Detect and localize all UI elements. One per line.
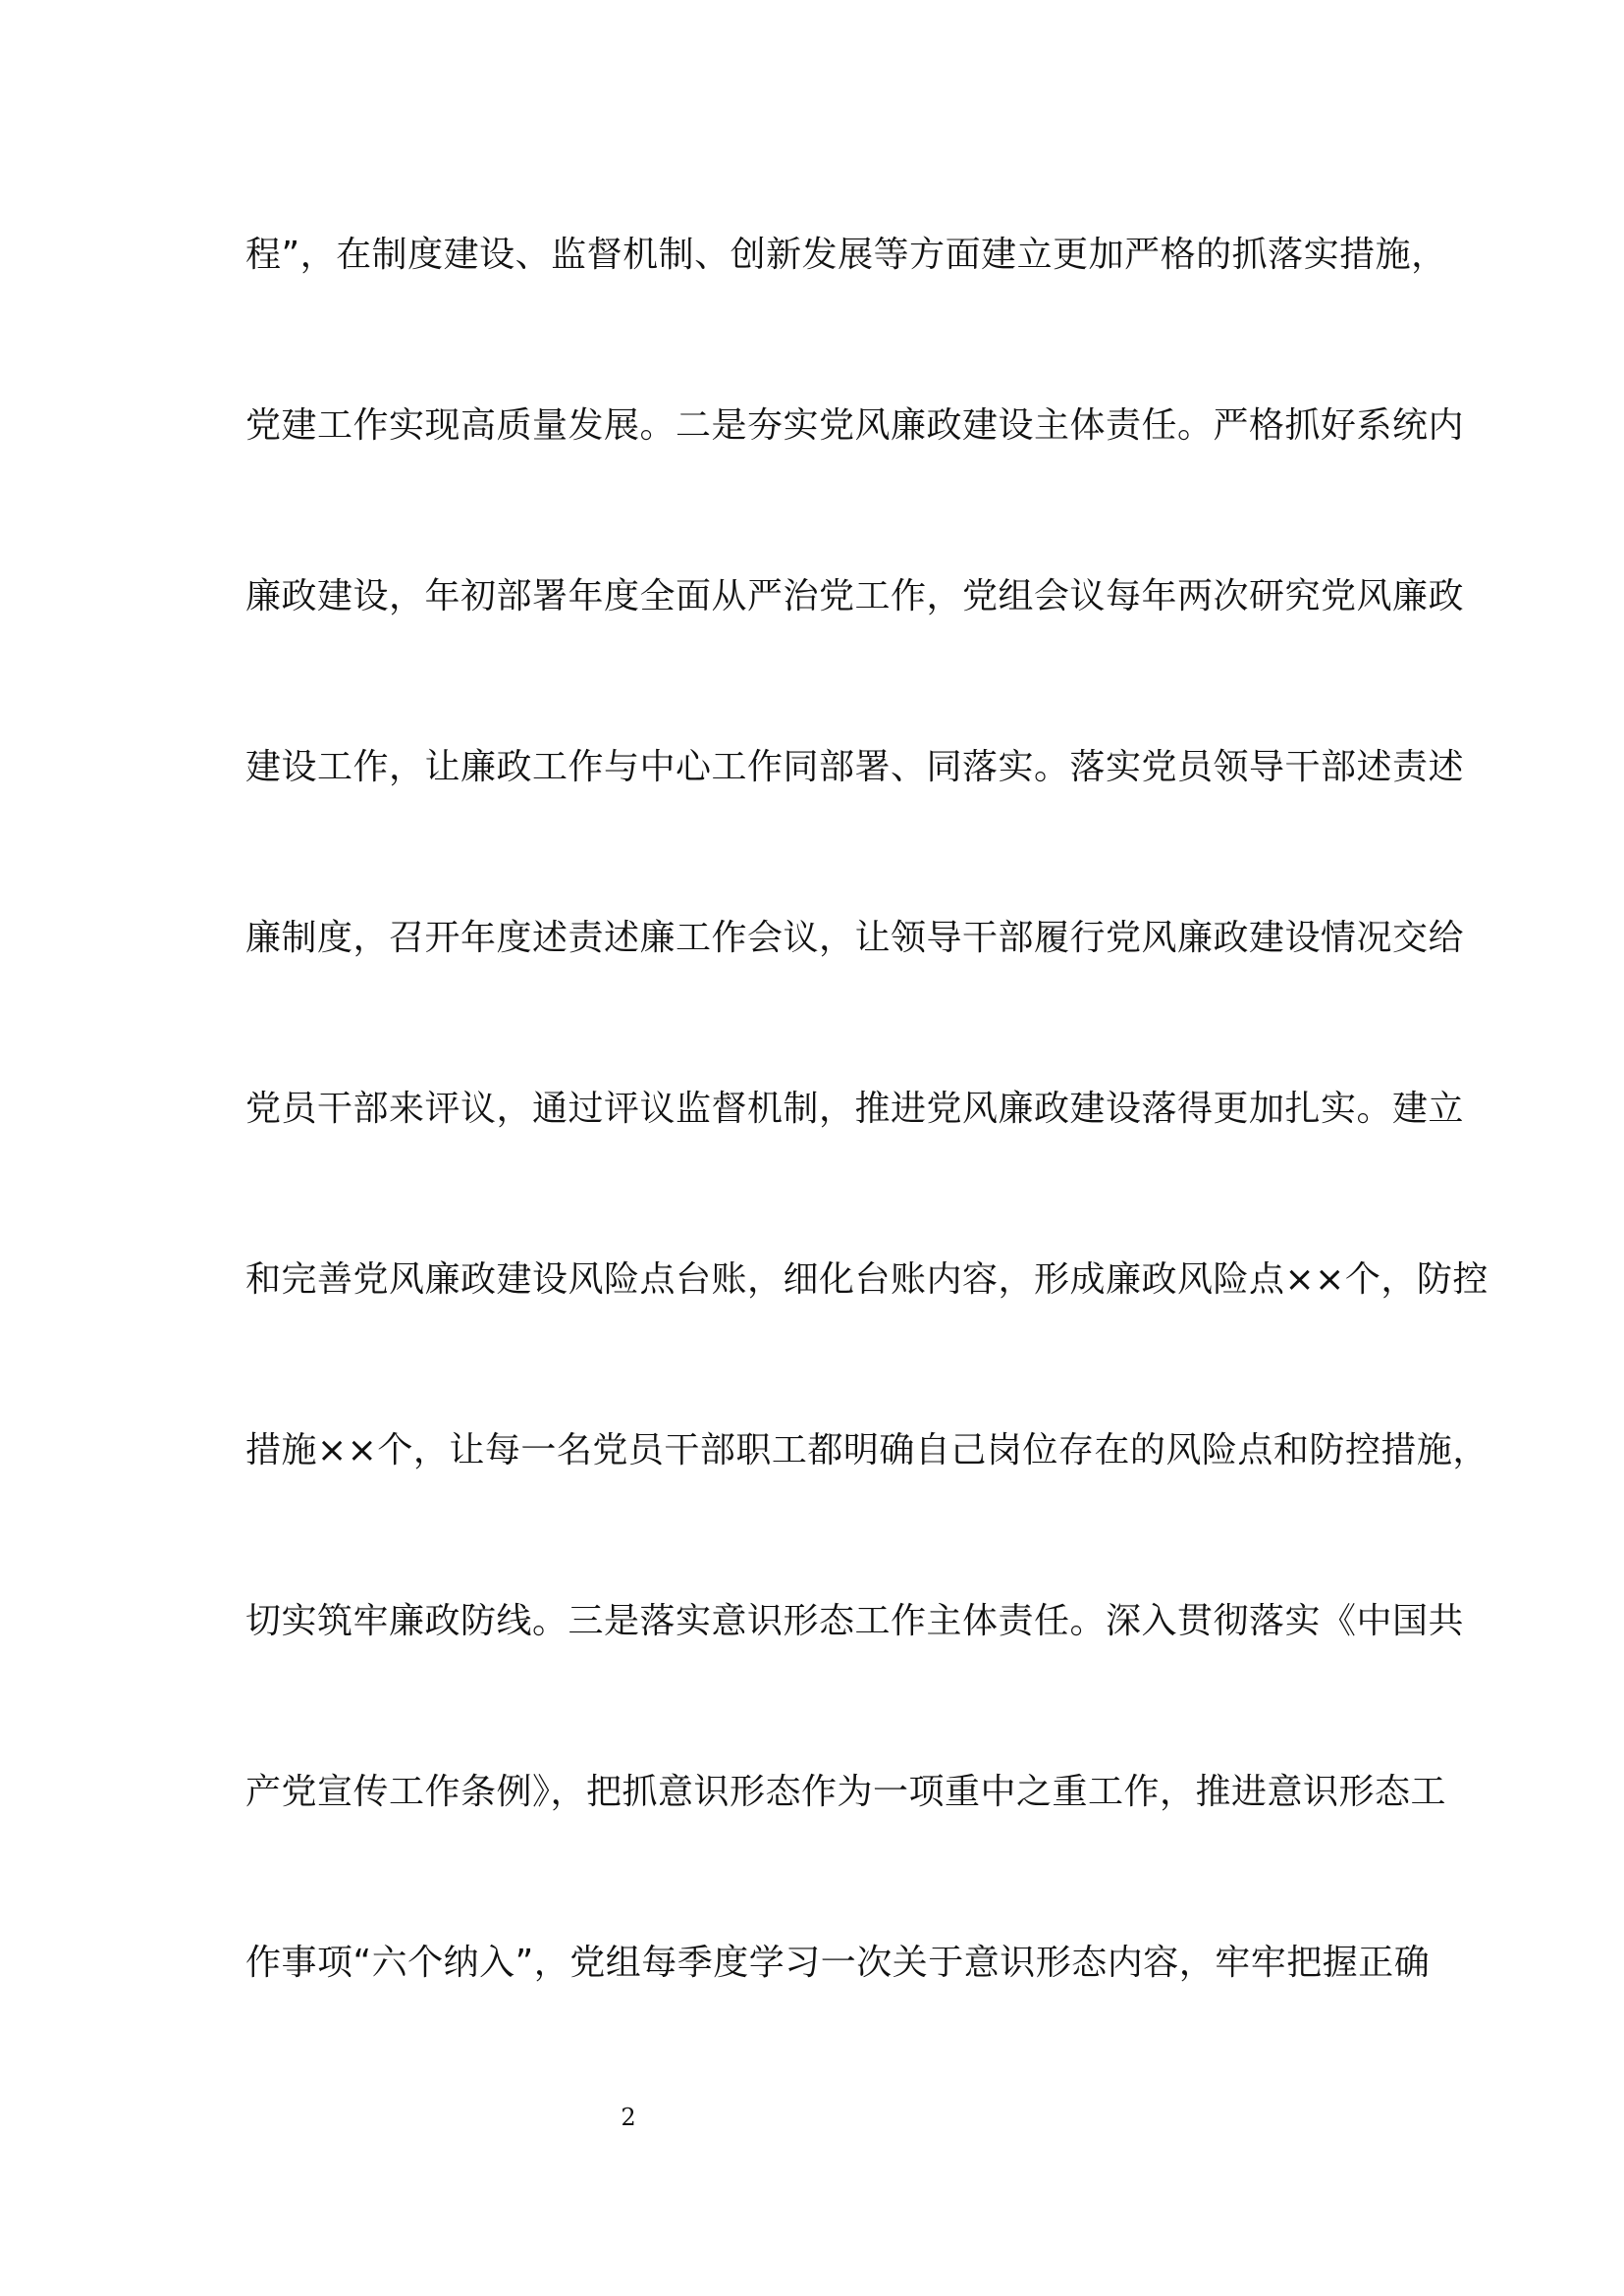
text-line: 廉制度，召开年度述责述廉工作会议，让领导干部履行党风廉政建设情况交给 bbox=[245, 918, 1465, 958]
text-line: 程”，在制度建设、监督机制、创新发展等方面建立更加严格的抓落实措施， bbox=[245, 235, 1447, 275]
text-line: 作事项“六个纳入”，党组每季度学习一次关于意识形态内容，牢牢把握正确 bbox=[245, 1943, 1431, 1983]
text-line: 产党宣传工作条例》，把抓意识形态作为一项重中之重工作，推进意识形态工 bbox=[245, 1772, 1447, 1812]
text-line: 措施××个，让每一名党员干部职工都明确自己岗位存在的风险点和防控措施， bbox=[245, 1430, 1489, 1470]
text-line: 党建工作实现高质量发展。二是夯实党风廉政建设主体责任。严格抓好系统内 bbox=[245, 405, 1465, 446]
text-line: 党员干部来评议，通过评议监督机制，推进党风廉政建设落得更加扎实。建立 bbox=[245, 1089, 1465, 1129]
text-line: 切实筑牢廉政防线。三是落实意识形态工作主体责任。深入贯彻落实《中国共 bbox=[245, 1601, 1465, 1641]
text-line: 廉政建设，年初部署年度全面从严治党工作，党组会议每年两次研究党风廉政 bbox=[245, 576, 1465, 616]
text-line: 和完善党风廉政建设风险点台账，细化台账内容，形成廉政风险点××个，防控 bbox=[245, 1259, 1489, 1300]
text-line: 建设工作，让廉政工作与中心工作同部署、同落实。落实党员领导干部述责述 bbox=[245, 747, 1465, 787]
page-number: 2 bbox=[621, 2104, 636, 2131]
